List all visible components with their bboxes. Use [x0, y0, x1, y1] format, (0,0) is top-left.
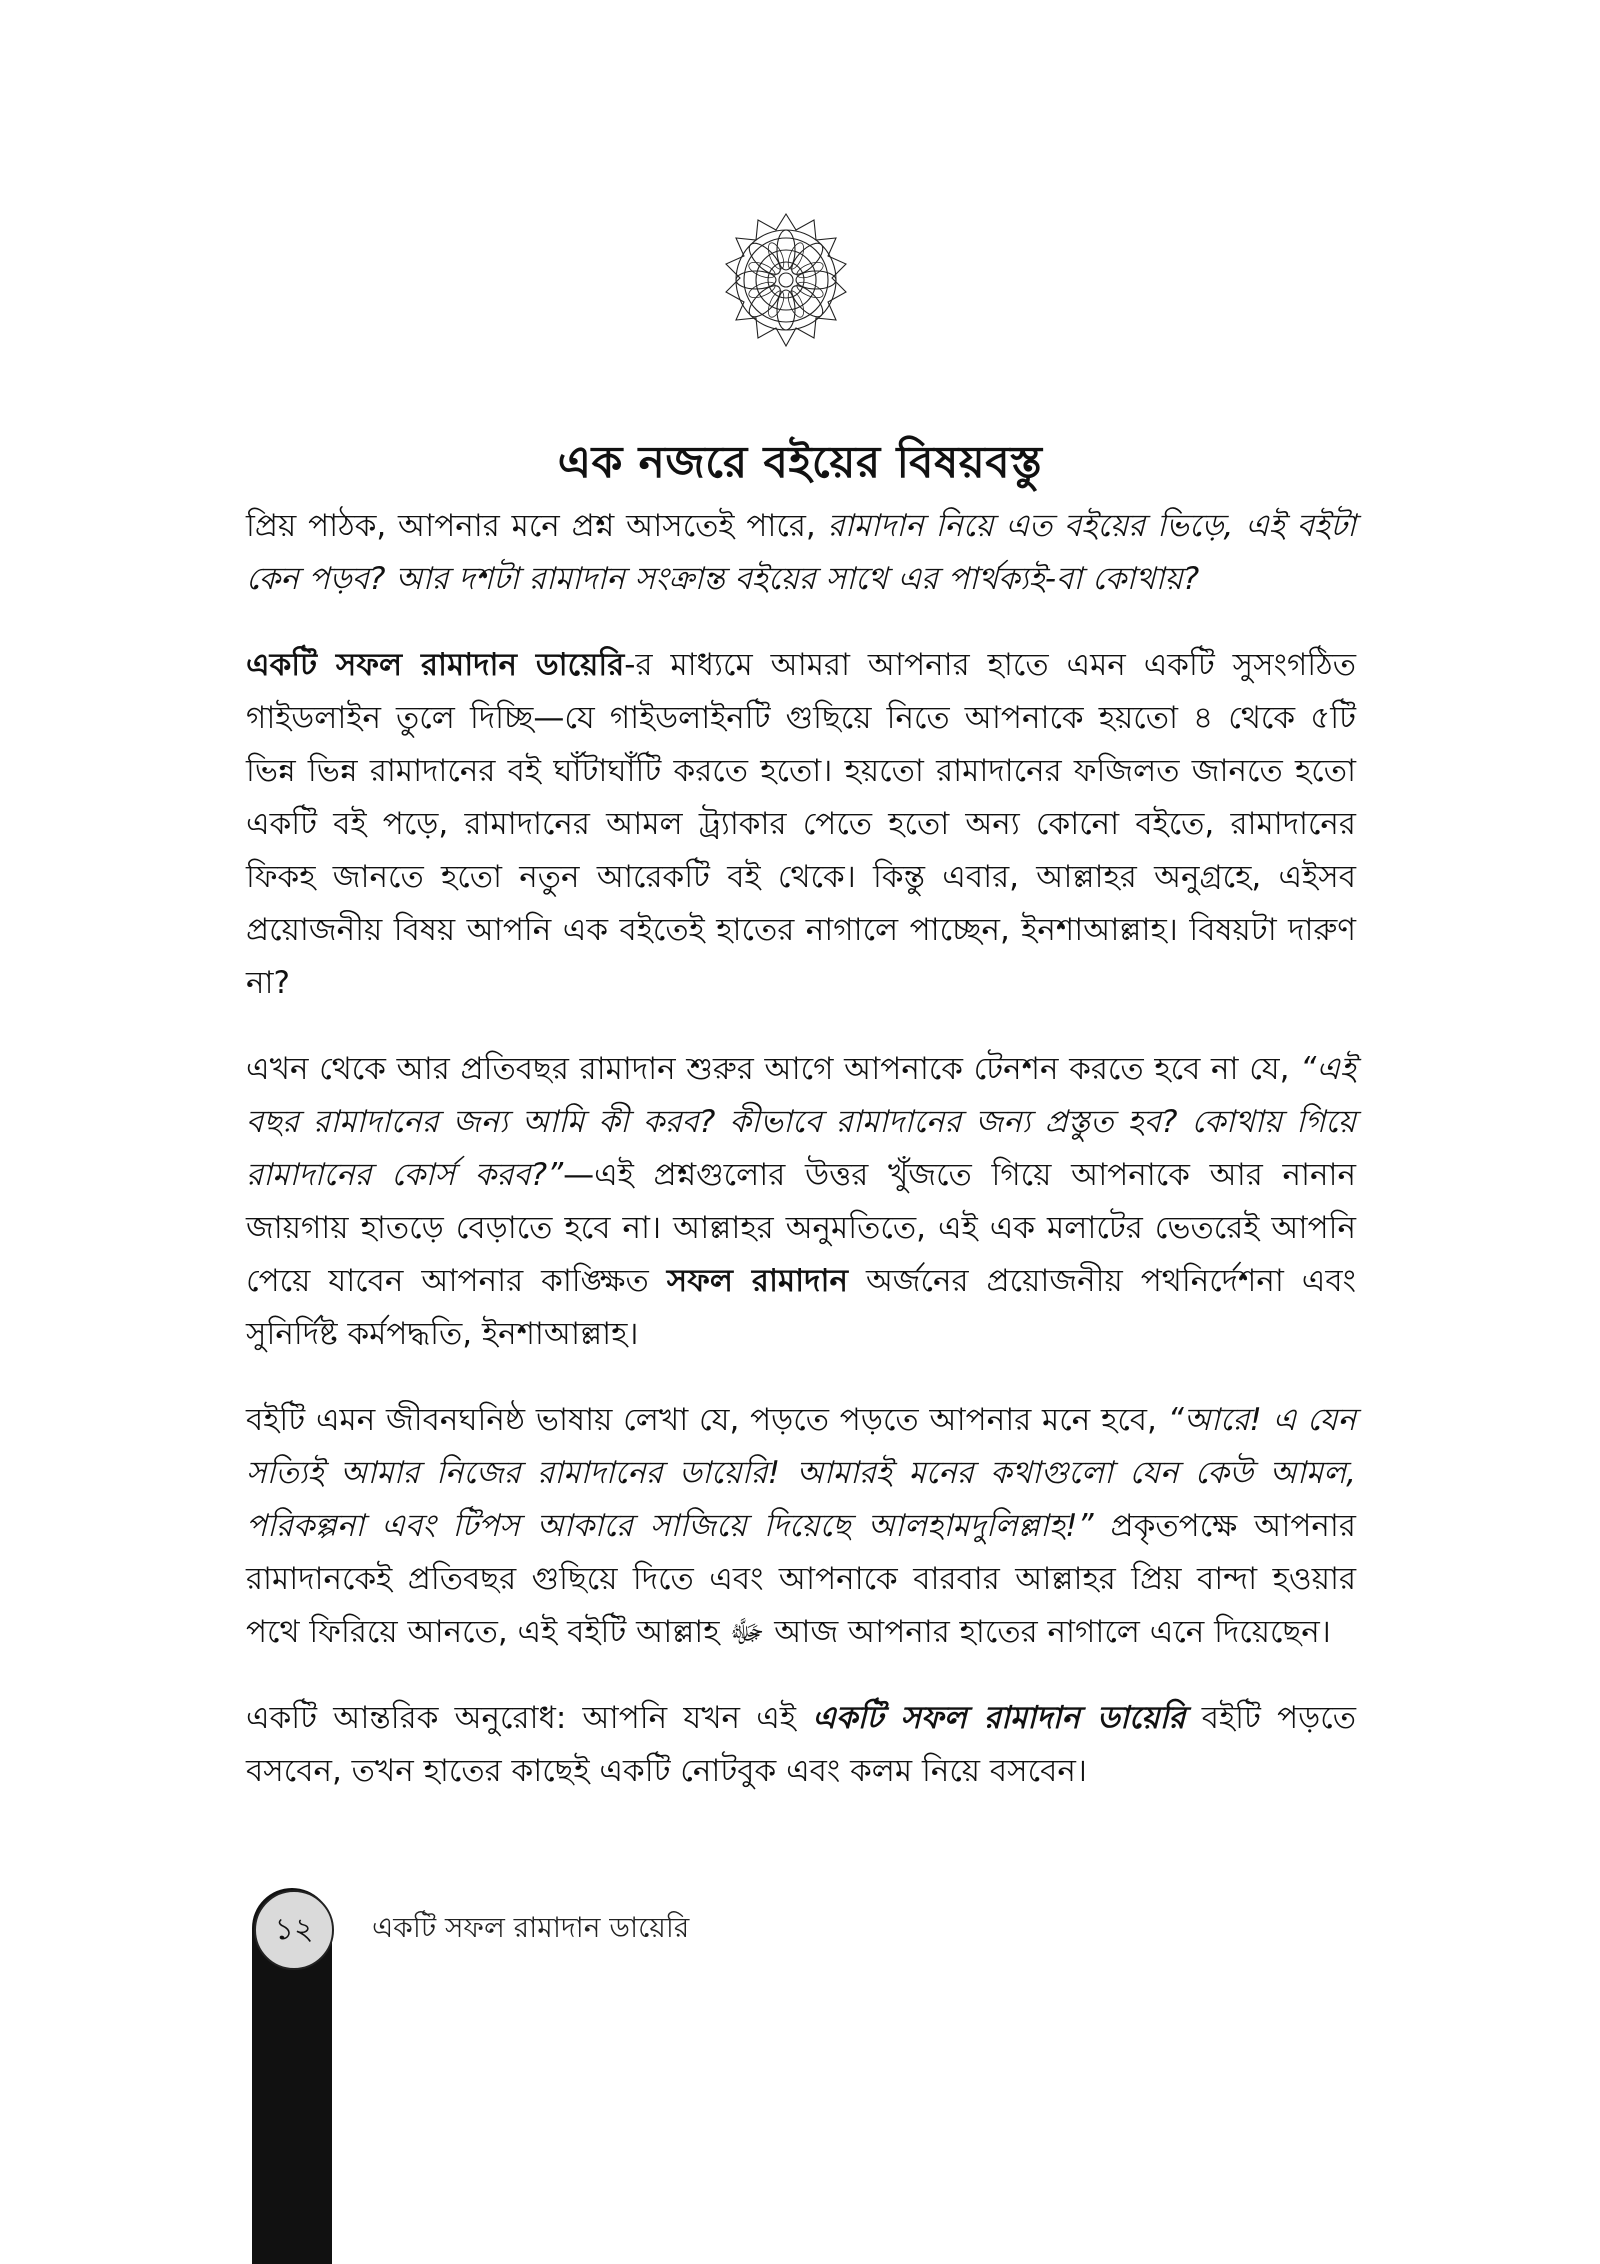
paragraph-tension [246, 1043, 1356, 1361]
page-number [254, 1890, 334, 1970]
paragraph-text: একটি আন্তরিক অনুরোধ: আপনি যখন এই [246, 1700, 813, 1736]
bold-phrase: সফল রামাদান [666, 1263, 848, 1299]
page-number-text: ১২ [274, 1911, 314, 1947]
italic-quote: “আরে! এ যেন সত্যিই আমার নিজের রামাদানের ডায়েরি! আমারই মনের কথাগুলো যেন কেউ আমল, পরিকল্পনা এবং টিপস আকারে সাজিয়ে দিয়েছে আলহামদুলিল্লাহ!” [246, 1402, 1356, 1544]
paragraph-guideline [246, 639, 1356, 1010]
page-title: এক নজরে বইয়ের বিষয়বস্তু [557, 437, 1043, 489]
paragraph-request [246, 1692, 1356, 1798]
paragraph-text: প্রিয় পাঠক, আপনার মনে প্রশ্ন আসতেই পারে, [246, 508, 828, 544]
paragraph-text: —এই প্রশ্নগুলোর উত্তর খুঁজতে গিয়ে আপনাকে আর নানান জায়গায় হাতড়ে বেড়াতে হবে না। আল্লাহর অনুমতিতে, এই এক মলাটের ভেতরেই আপনি পেয়ে যাবেন আপনার কাঙ্ক্ষিত [246, 1157, 1356, 1299]
paragraph-text: অর্জনের প্রয়োজনীয় পথনির্দেশনা এবং সুনির্দিষ্ট কর্মপদ্ধতি, ইনশাআল্লাহ। [246, 1263, 1356, 1352]
paragraph-text: -র মাধ্যমে আমরা আপনার হাতে এমন একটি সুসংগঠিত গাইডলাইন তুলে দিচ্ছি—যে গাইডলাইনটি গুছিয়ে নিতে আপনাকে হয়তো ৪ থেকে ৫টি ভিন্ন ভিন্ন রামাদানের বই ঘাঁটাঘাঁটি করতে হতো। হয়তো রামাদানের ফজিলত জানতে হতো একটি বই পড়ে, রামাদানের আমল ট্র্যাকার পেতে হতো অন্য কোনো বইতে, রামাদানের ফিকহ জানতে হতো নতুন আরেকটি বই থেকে। কিন্তু এবার, আল্লাহর অনুগ্রহে, এইসব প্রয়োজনীয় বিষয় আপনি এক বইতেই হাতের নাগালে পাচ্ছেন, ইনশাআল্লাহ। বিষয়টা দারুণ না? [246, 647, 1356, 1001]
paragraph-language [246, 1394, 1356, 1659]
book-title-bold-italic: একটি সফল রামাদান ডায়েরি [812, 1700, 1186, 1736]
body-text [246, 500, 1356, 1831]
book-title-bold: একটি সফল রামাদান ডায়েরি [246, 647, 625, 683]
paragraph-text: এখন থেকে আর প্রতিবছর রামাদান শুরুর আগে আপনাকে টেনশন করতে হবে না যে, [246, 1051, 1301, 1087]
paragraph-text: প্রকৃতপক্ষে আপনার রামাদানকেই প্রতিবছর গুছিয়ে দিতে এবং আপনাকে বারবার আল্লাহর প্রিয় বান্দা হওয়ার পথে ফিরিয়ে আনতে, এই বইটি আল্লাহ ﷻ আজ আপনার হাতের নাগালে এনে দিয়েছেন। [246, 1508, 1356, 1650]
italic-quote: “এই বছর রামাদানের জন্য আমি কী করব? কীভাবে রামাদানের জন্য প্রস্তুত হব? কোথায় গিয়ে রামাদানের কোর্স করব?” [246, 1051, 1356, 1193]
paragraph-text: বইটি এমন জীবনঘনিষ্ঠ ভাষায় লেখা যে, পড়তে পড়তে আপনার মনে হবে, [246, 1402, 1168, 1438]
paragraph-text: বইটি পড়তে বসবেন, তখন হাতের কাছেই একটি নোটবুক এবং কলম নিয়ে বসবেন। [246, 1700, 1356, 1789]
mandala-ornament-icon [718, 212, 854, 348]
paragraph-intro [246, 500, 1356, 606]
running-title: একটি সফল রামাদান ডায়েরি [372, 1911, 690, 1944]
italic-question: রামাদান নিয়ে এত বইয়ের ভিড়ে, এই বইটা কেন পড়ব? আর দশটা রামাদান সংক্রান্ত বইয়ের সাথে এর পার্থক্যই-বা কোথায়? [246, 508, 1356, 597]
